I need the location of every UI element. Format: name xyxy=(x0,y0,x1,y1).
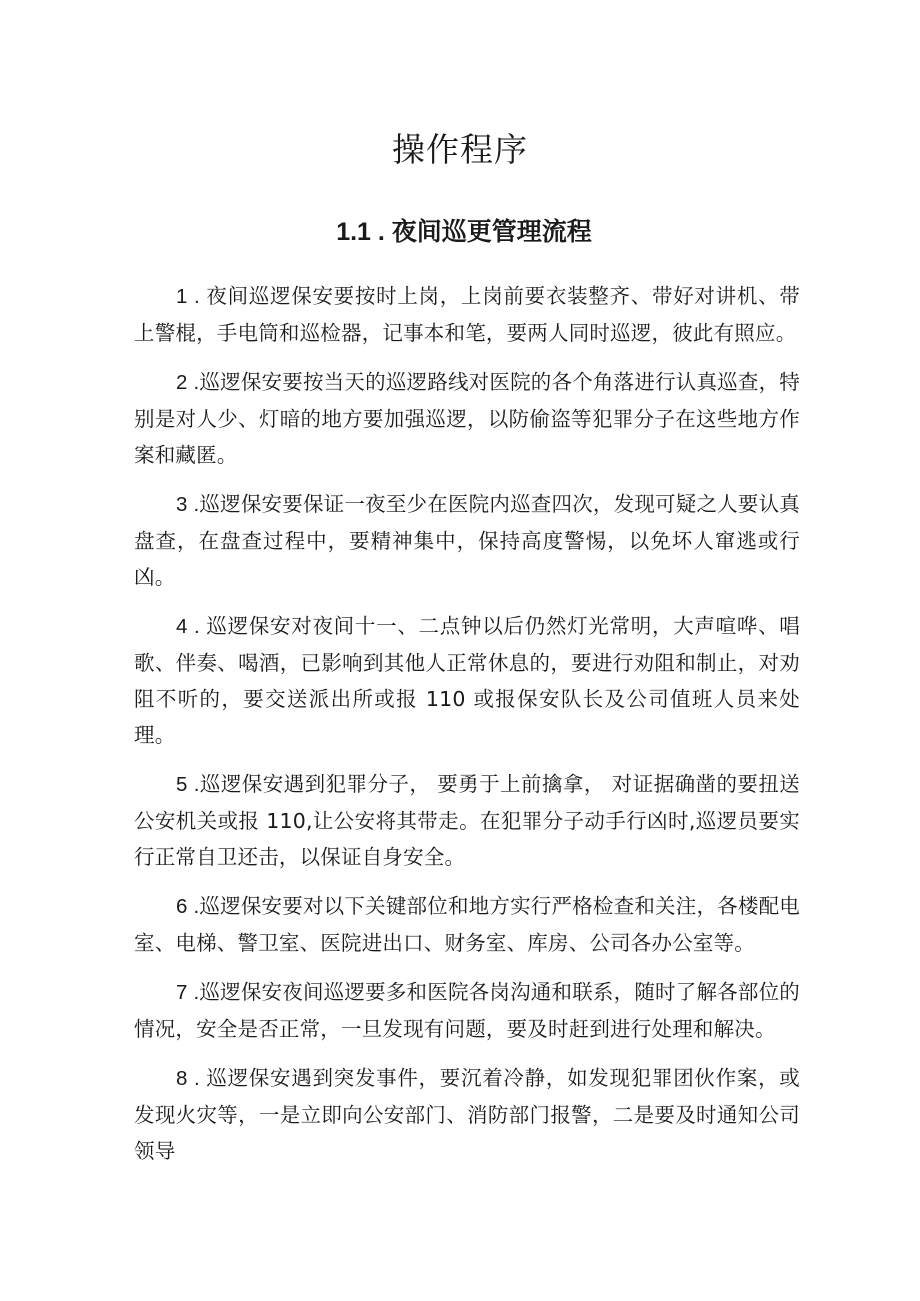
paragraph-number: 1 xyxy=(176,285,188,308)
paragraph-text: 巡逻保安要保证一夜至少在医院内巡查四次，发现可疑之人要认真盘查，在盘查过程中，要精神集中，保持高度警惕，以免坏人窜逃或行凶。 xyxy=(134,492,800,589)
paragraph-separator: . xyxy=(187,773,200,796)
paragraph-7 xyxy=(134,974,800,1047)
paragraph-number: 4 xyxy=(176,615,188,638)
paragraph-number: 3 xyxy=(176,493,188,516)
paragraph-text: 巡逻保安要按当天的巡逻路线对医院的各个角落进行认真巡查，特别是对人少、灯暗的地方要加强巡逻，以防偷盗等犯罪分子在这些地方作案和藏匿。 xyxy=(134,370,800,467)
paragraph-number: 5 xyxy=(176,773,188,796)
paragraph-separator: . xyxy=(187,493,200,516)
paragraph-3 xyxy=(134,486,800,595)
document-body xyxy=(134,278,800,1182)
paragraph-separator: . xyxy=(187,1067,207,1090)
paragraph-5 xyxy=(134,766,800,875)
document-title: 操作程序 xyxy=(392,130,528,169)
paragraph-number: 7 xyxy=(176,981,188,1004)
paragraph-separator: . xyxy=(187,615,207,638)
section-separator: . xyxy=(370,218,392,246)
section-number: 1.1 xyxy=(336,218,371,246)
paragraph-text: 巡逻保安对夜间十一、二点钟以后仍然灯光常明，大声喧哗、唱歌、伴奏、喝酒，已影响到其他人正常休息的，要进行劝阻和制止，对劝阻不听的，要交送派出所或报 110 或报保安队长及公司值班人员来处理。 xyxy=(134,614,800,747)
paragraph-separator: . xyxy=(187,285,207,308)
paragraph-separator: . xyxy=(187,895,200,918)
paragraph-text: 巡逻保安夜间巡逻要多和医院各岗沟通和联系，随时了解各部位的情况，安全是否正常，一旦发现有问题，要及时赶到进行处理和解决。 xyxy=(134,980,800,1041)
paragraph-4 xyxy=(134,608,800,753)
paragraph-number: 6 xyxy=(176,895,188,918)
paragraph-text: 夜间巡逻保安要按时上岗，上岗前要衣装整齐、带好对讲机、带上警棍，手电筒和巡检器，记事本和笔，要两人同时巡逻，彼此有照应。 xyxy=(134,284,800,345)
paragraph-number: 8 xyxy=(176,1067,188,1090)
paragraph-number: 2 xyxy=(176,371,188,394)
paragraph-6 xyxy=(134,888,800,961)
paragraph-separator: . xyxy=(187,371,200,394)
paragraph-1 xyxy=(134,278,800,351)
paragraph-separator: . xyxy=(187,981,200,1004)
paragraph-2 xyxy=(134,364,800,473)
paragraph-text: 巡逻保安遇到突发事件，要沉着冷静，如发现犯罪团伙作案，或发现火灾等，一是立即向公安部门、消防部门报警，二是要及时通知公司领导 xyxy=(134,1066,800,1163)
paragraph-text: 巡逻保安遇到犯罪分子， 要勇于上前擒拿， 对证据确凿的要扭送公安机关或报 110,让公安将其带走。在犯罪分子动手行凶时,巡逻员要实行正常自卫还击，以保证自身安全。 xyxy=(134,772,801,869)
paragraph-8 xyxy=(134,1060,800,1169)
section-title: 夜间巡更管理流程 xyxy=(391,217,592,246)
section-heading xyxy=(0,214,920,250)
paragraph-text: 巡逻保安要对以下关键部位和地方实行严格检查和关注，各楼配电室、电梯、警卫室、医院进出口、财务室、库房、公司各办公室等。 xyxy=(134,894,800,955)
